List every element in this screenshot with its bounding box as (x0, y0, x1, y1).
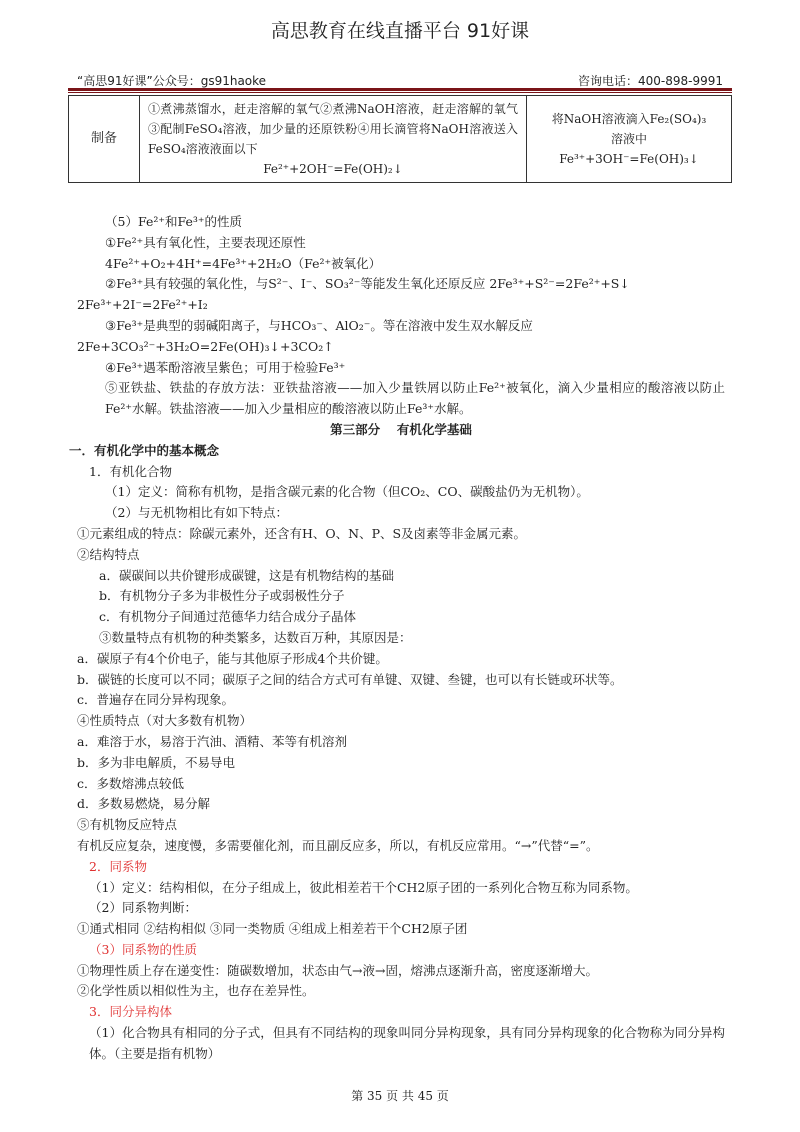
text-line: ③数量特点有机物的种类繁多，达数百万种，其原因是： (99, 629, 412, 645)
header-rule-thin (68, 92, 732, 93)
text-line: （1）定义：结构相似，在分子组成上，彼此相差若干个CH2原子团的一系列化合物互称为同系物。 (89, 879, 638, 895)
text-line: ④Fe³⁺遇苯酚溶液呈紫色；可用于检验Fe³⁺ (105, 359, 346, 375)
list-item: c．有机物分子间通过范德华力结合成分子晶体 (99, 609, 357, 625)
preparation-table (68, 95, 732, 183)
section-title: 第三部分 有机化学基础 (330, 421, 472, 437)
equation-line: 2Fe³⁺+2I⁻=2Fe²⁺+I₂ (77, 297, 208, 313)
text-line: ①物理性质上存在递变性：随碳数增加，状态由气→液→固，熔沸点逐渐升高，密度逐渐增大。 (77, 962, 598, 978)
heading-fe-properties: （5）Fe²⁺和Fe³⁺的性质 (105, 214, 242, 229)
section-heading: 一．有机化学中的基本概念 (69, 442, 220, 458)
text-line: （2）同系物判断： (89, 900, 197, 916)
text-line: ①通式相同 ②结构相似 ③同一类物质 ④组成上相差若干个CH2原子团 (77, 921, 468, 937)
equation-line: 2Fe+3CO₃²⁻+3H₂O=2Fe(OH)₃↓+3CO₂↑ (77, 338, 334, 354)
list-item: c．普遍存在同分异构现象。 (77, 692, 235, 708)
text-line: ②化学性质以相似性为主，也存在差异性。 (77, 983, 315, 999)
page-number: 第 35 页 共 45 页 (351, 1089, 449, 1103)
list-item: a．碳原子有4个价电子，能与其他原子形成4个共价键。 (77, 650, 388, 666)
list-item: b．有机物分子多为非极性分子或弱极性分子 (99, 588, 345, 604)
list-item: b．多为非电解质，不易导电 (77, 754, 236, 770)
page-header-title: 高思教育在线直播平台 91好课 (270, 20, 530, 42)
subheading-homologue-properties: （3）同系物的性质 (89, 941, 197, 957)
list-item: b．碳链的长度可以不同；碳原子之间的结合方式可有单键、双键、叁键，也可以有长链或环状等。 (77, 671, 623, 687)
text-line: ④性质特点（对大多数有机物） (77, 713, 253, 729)
text-line: ①Fe²⁺具有氧化性，主要表现还原性 (105, 234, 306, 250)
list-item: a．难溶于水，易溶于汽油、酒精、苯等有机溶剂 (77, 733, 347, 749)
subheading: 1．有机化合物 (89, 463, 172, 479)
list-item: c．多数熔沸点较低 (77, 775, 185, 791)
text-paragraph: ⑤亚铁盐、铁盐的存放方法：亚铁盐溶液——加入少量铁屑以防止Fe²⁺被氧化，滴入少量相应的酸溶液以防止Fe²⁺水解。铁盐溶液——加入少量相应的酸溶液以防止Fe³⁺水解。 (105, 380, 725, 417)
text-line: ②结构特点 (77, 546, 140, 562)
text-paragraph: （1）化合物具有相同的分子式，但具有不同结构的现象叫同分异构现象，具有同分异构现象的化合物称为同分异构体。（主要是指有机物） (89, 1025, 725, 1061)
fe3-equation: Fe³⁺+3OH⁻=Fe(OH)₃↓ (559, 152, 699, 166)
list-item: d．多数易燃烧，易分解 (77, 796, 211, 812)
text-line: （1）定义：简称有机物，是指含碳元素的化合物（但CO₂、CO、碳酸盐仍为无机物）。 (105, 484, 589, 500)
subheading-isomer: 3．同分异构体 (89, 1004, 172, 1020)
fe3-preparation-line1: 将NaOH溶液滴入Fe₂(SO₄)₃ (551, 112, 707, 126)
table-row (69, 96, 732, 183)
text-line: 有机反应复杂，速度慢，多需要催化剂，而且副反应多，所以，有机反应常用。“→”代替“=”。 (77, 837, 599, 853)
fe2-equation: Fe²⁺+2OH⁻=Fe(OH)₂↓ (263, 162, 403, 176)
fe2-preparation-cell (140, 96, 527, 183)
list-item: a．碳碳间以共价键形成碳键，这是有机物结构的基础 (99, 567, 394, 583)
text-line: （2）与无机物相比有如下特点： (105, 505, 288, 521)
header-rule (68, 88, 732, 91)
fe3-preparation-line2: 溶液中 (610, 132, 647, 146)
row-label: 制备 (69, 96, 140, 183)
main-content (69, 212, 725, 1065)
text-line: ②Fe³⁺具有较强的氧化性，与S²⁻、I⁻、SO₃²⁻等能发生氧化还原反应 2Fe³⁺+S²⁻=2Fe²⁺+S↓ (105, 276, 630, 292)
fe2-preparation-text: ①煮沸蒸馏水，赶走溶解的氧气②煮沸NaOH溶液，赶走溶解的氧气③配制FeSO₄溶液，加少量的还原铁粉④用长滴管将NaOH溶液送入FeSO₄溶液液面以下 (148, 102, 518, 156)
subheading-homologue: 2．同系物 (89, 858, 147, 874)
text-line: ①元素组成的特点：除碳元素外，还含有H、O、N、P、S及卤素等非金属元素。 (77, 525, 527, 541)
equation-line: 4Fe²⁺+O₂+4H⁺=4Fe³⁺+2H₂O（Fe²⁺被氧化） (105, 255, 382, 271)
header-phone: 咨询电话：400-898-9991 (577, 74, 723, 88)
text-line: ⑤有机物反应特点 (77, 817, 178, 833)
text-line: ③Fe³⁺是典型的弱碱阳离子，与HCO₃⁻、AlO₂⁻。等在溶液中发生双水解反应 (105, 317, 533, 333)
fe3-preparation-cell (527, 96, 732, 183)
header-wechat: “高思91好课”公众号：gs91haoke (77, 74, 267, 88)
